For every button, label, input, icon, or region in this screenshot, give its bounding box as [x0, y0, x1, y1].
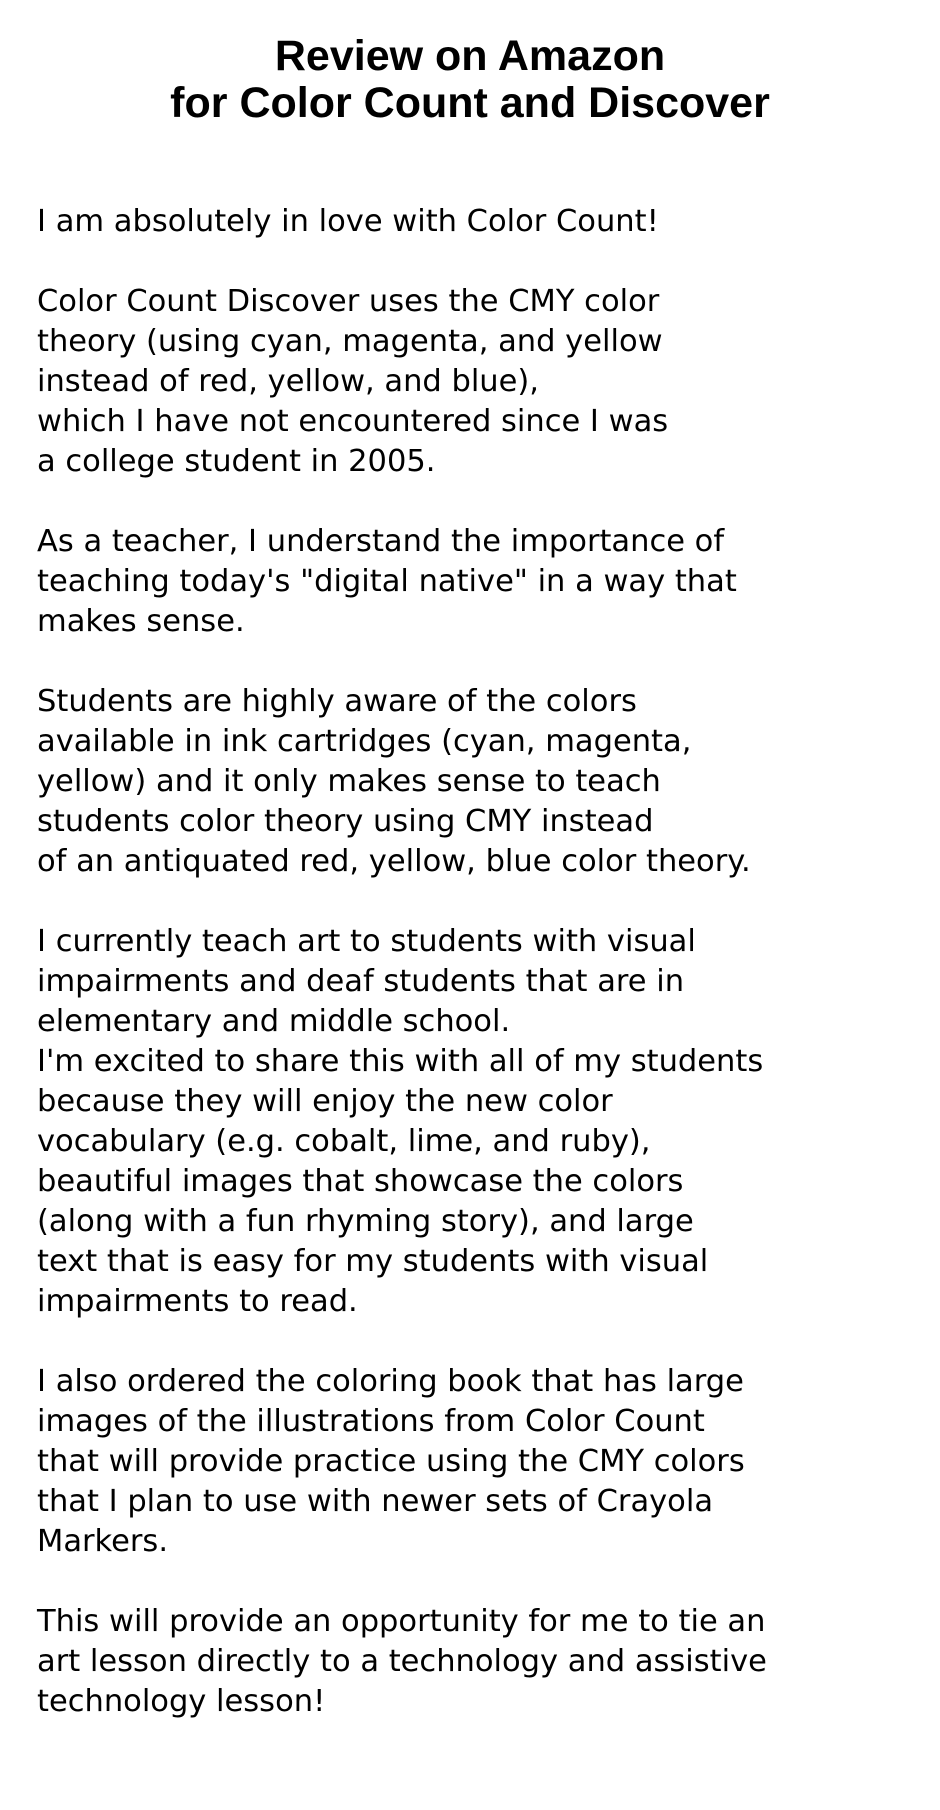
review-text-line: impairments and deaf students that are in [37, 964, 685, 999]
review-text-line: vocabulary (e.g. cobalt, lime, and ruby), [37, 1124, 651, 1159]
review-text-line: teaching today's "digital native" in a way that [37, 564, 737, 599]
review-text-line: I also ordered the coloring book that has large [37, 1364, 744, 1399]
review-body [37, 202, 917, 1762]
review-text-line: As a teacher, I understand the importance of [37, 524, 725, 559]
review-text-line: I am absolutely in love with Color Count! [37, 204, 659, 239]
review-text-line: Color Count Discover uses the CMY color [37, 284, 660, 319]
review-text-line: students color theory using CMY instead [37, 804, 654, 839]
review-paragraph [37, 1602, 917, 1722]
review-text-line: a college student in 2005. [37, 444, 436, 479]
review-text-line: instead of red, yellow, and blue), [37, 364, 539, 399]
page-title [0, 33, 940, 127]
review-text-line: art lesson directly to a technology and assistive [37, 1644, 767, 1679]
review-paragraph [37, 282, 917, 482]
review-paragraph [37, 202, 917, 242]
review-text-line: impairments to read. [37, 1284, 358, 1319]
review-text-line: Students are highly aware of the colors [37, 684, 637, 719]
title-line-2: for Color Count and Discover [170, 79, 770, 127]
review-text-line: theory (using cyan, magenta, and yellow [37, 324, 663, 359]
title-line-1: Review on Amazon [274, 32, 666, 80]
review-text-line: of an antiquated red, yellow, blue color theory. [37, 844, 751, 879]
review-text-line: (along with a fun rhyming story), and large [37, 1204, 694, 1239]
review-text-line: I currently teach art to students with visual [37, 924, 696, 959]
review-text-line: images of the illustrations from Color Count [37, 1404, 705, 1439]
review-text-line: makes sense. [37, 604, 245, 639]
review-paragraph [37, 1362, 917, 1562]
review-text-line: elementary and middle school. [37, 1004, 511, 1039]
review-paragraph [37, 682, 917, 882]
review-text-line: because they will enjoy the new color [37, 1084, 613, 1119]
review-text-line: beautiful images that showcase the colors [37, 1164, 684, 1199]
review-text-line: that will provide practice using the CMY colors [37, 1444, 745, 1479]
review-text-line: yellow) and it only makes sense to teach [37, 764, 661, 799]
review-text-line: text that is easy for my students with visual [37, 1244, 709, 1279]
review-text-line: which I have not encountered since I was [37, 404, 669, 439]
review-text-line: This will provide an opportunity for me to tie an [37, 1604, 766, 1639]
review-text-line: I'm excited to share this with all of my students [37, 1044, 764, 1079]
review-text-line: available in ink cartridges (cyan, magenta, [37, 724, 692, 759]
review-text-line: Markers. [37, 1524, 169, 1559]
review-paragraph [37, 522, 917, 642]
review-text-line: that I plan to use with newer sets of Crayola [37, 1484, 714, 1519]
review-text-line: technology lesson! [37, 1684, 326, 1719]
review-paragraph [37, 922, 917, 1322]
